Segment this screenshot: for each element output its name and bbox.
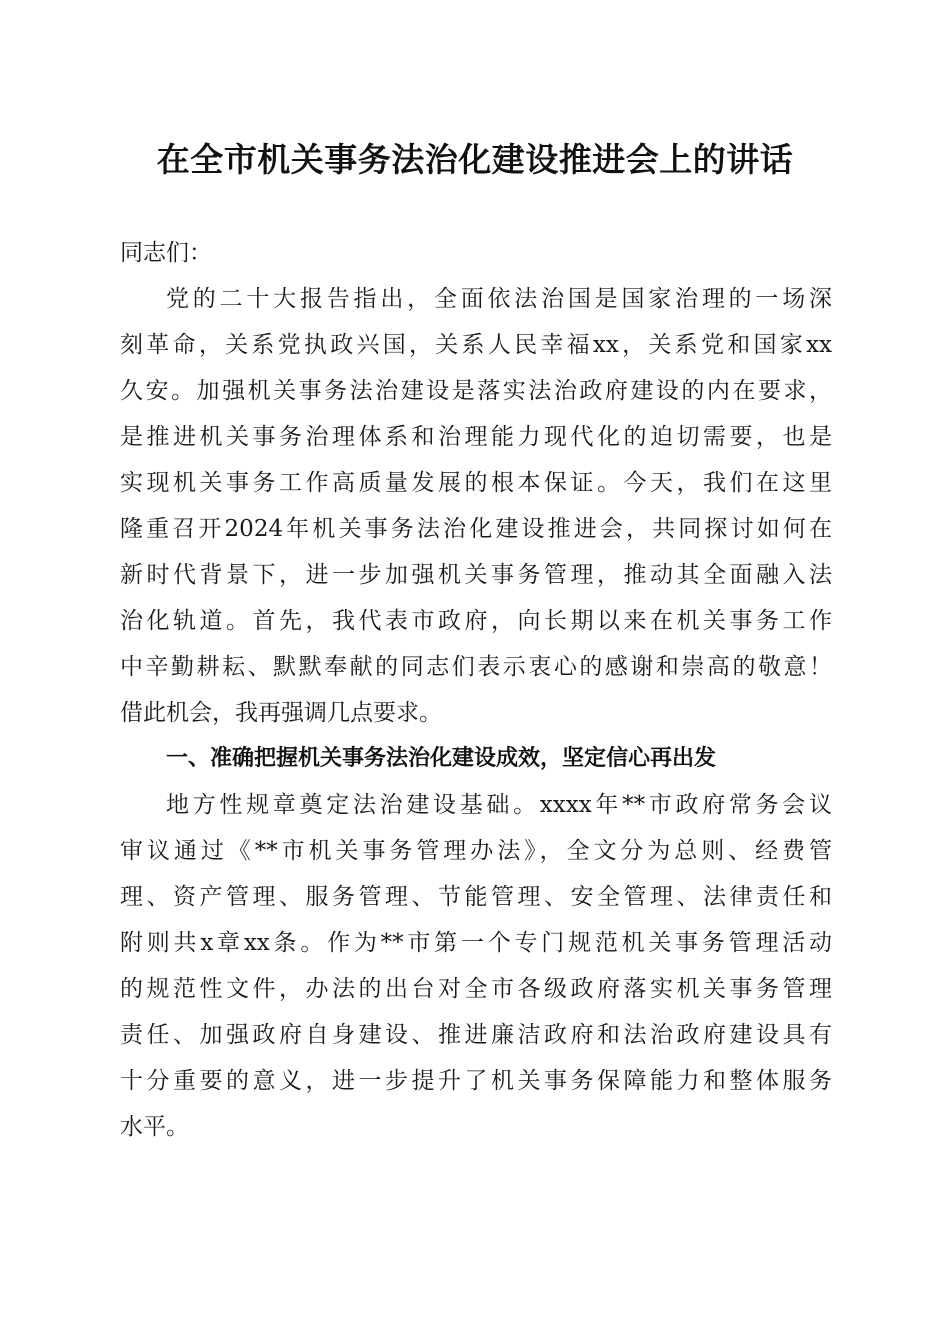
paragraph-line: 隆重召开2024年机关事务法治化建设推进会，共同探讨如何在 [120, 516, 832, 542]
section-heading-1: 一、准确把握机关事务法治化建设成效，坚定信心再出发 [166, 746, 717, 771]
paragraph-line: 实现机关事务工作高质量发展的根本保证。今天，我们在这里 [120, 470, 832, 496]
paragraph-line: 附则共x章xx条。作为**市第一个专门规范机关事务管理活动 [120, 930, 832, 956]
paragraph-line: 刻革命，关系党执政兴国，关系人民幸福xx，关系党和国家xx [120, 332, 832, 358]
paragraph-line: 十分重要的意义，进一步提升了机关事务保障能力和整体服务 [120, 1068, 832, 1094]
document-body [120, 230, 832, 1150]
document-title: 在全市机关事务法治化建设推进会上的讲话 [156, 140, 794, 179]
paragraph-intro [120, 276, 832, 736]
paragraph-line: 久安。加强机关事务法治建设是落实法治政府建设的内在要求， [120, 378, 832, 404]
paragraph-line: 审议通过《**市机关事务管理办法》，全文分为总则、经费管 [120, 838, 832, 864]
paragraph-line: 责任、加强政府自身建设、推进廉洁政府和法治政府建设具有 [120, 1022, 832, 1048]
paragraph-line: 是推进机关事务治理体系和治理能力现代化的迫切需要，也是 [120, 424, 832, 450]
paragraph-section-1 [120, 782, 832, 1150]
paragraph-line: 中辛勤耕耘、默默奉献的同志们表示衷心的感谢和崇高的敬意！ [120, 654, 832, 680]
paragraph-line: 党的二十大报告指出，全面依法治国是国家治理的一场深 [166, 286, 832, 312]
paragraph-line: 水平。 [120, 1114, 189, 1140]
paragraph-line: 理、资产管理、服务管理、节能管理、安全管理、法律责任和 [120, 884, 832, 910]
paragraph-line: 借此机会，我再强调几点要求。 [120, 700, 442, 726]
salutation: 同志们： [120, 240, 212, 266]
paragraph-line: 新时代背景下，进一步加强机关事务管理，推动其全面融入法 [120, 562, 832, 588]
paragraph-line: 地方性规章奠定法治建设基础。xxxx年**市政府常务会议 [166, 792, 832, 818]
paragraph-line: 的规范性文件，办法的出台对全市各级政府落实机关事务管理 [120, 976, 832, 1002]
paragraph-line: 治化轨道。首先，我代表市政府，向长期以来在机关事务工作 [120, 608, 832, 634]
